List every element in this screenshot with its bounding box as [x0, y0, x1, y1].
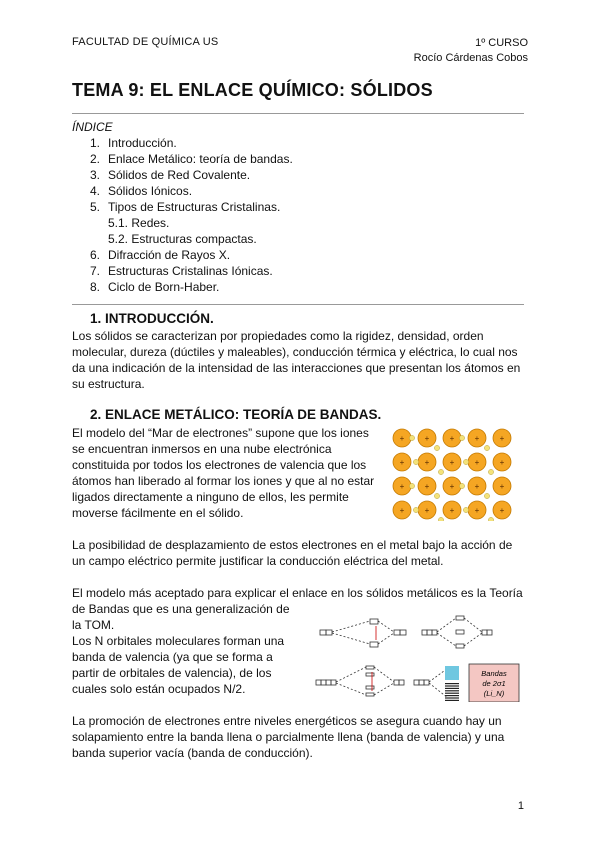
divider-top [72, 113, 524, 114]
cation [418, 501, 436, 519]
svg-text:+: + [449, 506, 455, 515]
electron [434, 493, 439, 498]
electron [463, 507, 468, 512]
svg-text:+: + [424, 482, 430, 491]
svg-text:+: + [474, 434, 480, 443]
mo-diagram-li2 [320, 619, 406, 647]
toc-item: 1. Introducción. [90, 136, 177, 150]
cation [493, 477, 511, 495]
band-diagram-lin [414, 668, 448, 698]
cation [493, 429, 511, 447]
toc-subitem: 5.1. Redes. [108, 216, 170, 230]
cation [468, 501, 486, 519]
toc-subitem: 5.2. Estructuras compactas. [108, 232, 257, 246]
svg-text:+: + [474, 482, 480, 491]
mo-diagram-li3 [422, 616, 492, 648]
electron [413, 459, 418, 464]
svg-text:+: + [449, 482, 455, 491]
page-title: TEMA 9: EL ENLACE QUÍMICO: SÓLIDOS [72, 80, 433, 100]
section-heading-enlace-metalico: 2. ENLACE METÁLICO: TEORÍA DE BANDAS. [90, 407, 382, 422]
svg-text:+: + [424, 506, 430, 515]
band-level [445, 695, 459, 696]
band-level [445, 683, 459, 684]
toc-item: 8. Ciclo de Born-Haber. [90, 280, 220, 294]
electron [438, 517, 443, 521]
svg-text:+: + [499, 506, 505, 515]
cation [418, 429, 436, 447]
toc-item: 3. Sólidos de Red Covalente. [90, 168, 251, 182]
band-label-line: de 2σ1 [482, 679, 506, 688]
band-level [445, 693, 459, 694]
header-course: 1º CURSO [475, 37, 528, 49]
electron [459, 435, 464, 440]
cation [393, 501, 411, 519]
toc-item: 6. Difracción de Rayos X. [90, 248, 231, 262]
electron [409, 483, 414, 488]
cation [468, 477, 486, 495]
cation [493, 501, 511, 519]
cation [443, 477, 461, 495]
section-heading-introduccion: 1. INTRODUCCIÓN. [90, 311, 214, 326]
electron [409, 435, 414, 440]
svg-text:+: + [399, 506, 405, 515]
svg-text:+: + [449, 434, 455, 443]
header-faculty: FACULTAD DE QUÍMICA US [72, 36, 219, 48]
toc-item: 4. Sólidos Iónicos. [90, 184, 193, 198]
cation [468, 429, 486, 447]
cation [443, 501, 461, 519]
electron [413, 507, 418, 512]
svg-text:+: + [499, 434, 505, 443]
header-right [414, 36, 528, 66]
band-level [445, 688, 459, 689]
electron [459, 483, 464, 488]
toc-item: 5. Tipos de Estructuras Cristalinas. [90, 200, 281, 214]
cation [393, 453, 411, 471]
band-level [445, 690, 459, 691]
section2-paragraph-promotion: La promoción de electrones entre niveles energéticos se asegura cuando hay un solapamiento entre la banda llena o parcialmente llena (banda de valencia) y una banda superior vacía (banda de conducción). [72, 714, 505, 760]
cation [393, 477, 411, 495]
electron [438, 469, 443, 474]
section1-paragraph: Los sólidos se caracterizan por propiedades como la rigidez, densidad, orden molecular, dureza (dúctiles y maleables), conducción térmica y eléctrica, lo cual nos da una indicación de la intensidad de las interacciones que presentan los átomos en su estructura. [72, 329, 521, 391]
cation [493, 453, 511, 471]
cation [418, 453, 436, 471]
electron [488, 469, 493, 474]
electron [488, 517, 493, 521]
band-level [445, 685, 459, 686]
svg-text:+: + [499, 482, 505, 491]
page-number: 1 [517, 800, 524, 812]
cation [443, 453, 461, 471]
section2-paragraph-band-theory: El modelo más aceptado para explicar el enlace en los sólidos metálicos es la Teoría de Bandas que es una generalización de la TOM. Los N orbitales moleculares forman una banda de valencia (ya que se forma a partir de orbitales de valencia), de los cuales solo están ocupados N/2. [72, 586, 523, 696]
section2-paragraph-sea-of-electrons: El modelo del “Mar de electrones” supone que los iones se encuentran inmersos en una nube electrónica constituida por todos los electrones de valencia que los átomos han liberado al formar los iones y que al no estar ligados directamente a ninguno de ellos, les permite moverse fácilmente en el sólido. [72, 426, 375, 520]
empty-band [445, 666, 459, 680]
cation [443, 429, 461, 447]
band-level [445, 700, 459, 701]
svg-text:+: + [474, 458, 480, 467]
toc-item: 7. Estructuras Cristalinas Iónicas. [90, 264, 273, 278]
band-theory-diagram [314, 606, 524, 702]
mo-diagram-li4 [316, 666, 404, 696]
cation [418, 477, 436, 495]
toc-item: 2. Enlace Metálico: teoría de bandas. [90, 152, 293, 166]
svg-text:+: + [449, 458, 455, 467]
band-level [445, 697, 459, 698]
divider-toc [72, 304, 524, 305]
svg-text:+: + [399, 482, 405, 491]
index-title: ÍNDICE [72, 120, 113, 134]
section2-paragraph-conduction: La posibilidad de desplazamiento de estos electrones en el metal bajo la acción de un campo eléctrico permite justificar la conducción eléctrica del metal. [72, 538, 513, 568]
header-author: Rocío Cárdenas Cobos [413, 52, 528, 64]
electron-sea-figure [390, 425, 518, 521]
svg-text:+: + [474, 506, 480, 515]
svg-text:+: + [399, 434, 405, 443]
band-label-line: Bandas [481, 669, 507, 678]
table-of-contents [72, 135, 512, 295]
svg-text:+: + [499, 458, 505, 467]
electron [484, 493, 489, 498]
svg-text:+: + [424, 434, 430, 443]
cation [468, 453, 486, 471]
svg-text:+: + [424, 458, 430, 467]
electron [434, 445, 439, 450]
cation [393, 429, 411, 447]
band-label-line: (Li_N) [483, 689, 505, 698]
electron [463, 459, 468, 464]
svg-text:+: + [399, 458, 405, 467]
electron [484, 445, 489, 450]
